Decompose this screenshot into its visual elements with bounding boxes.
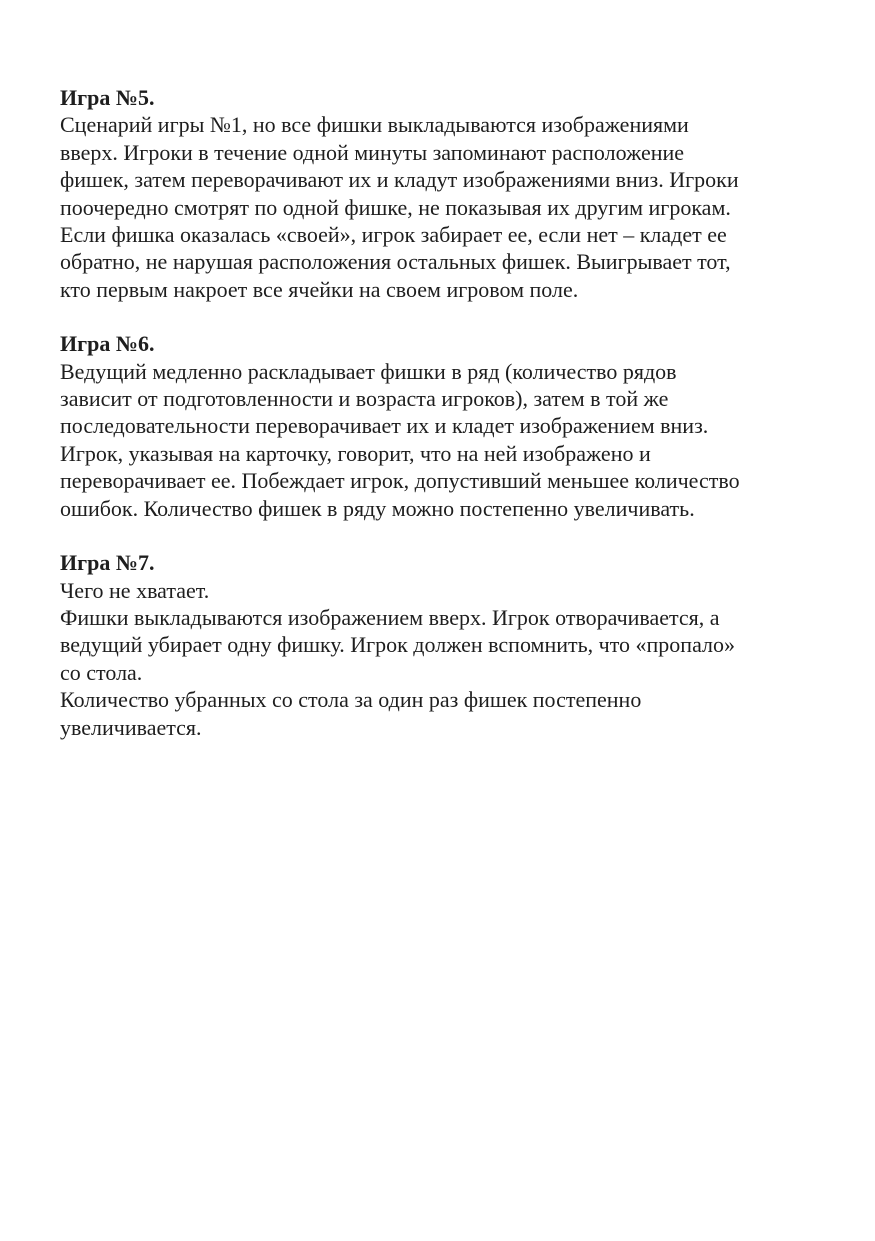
game-5-line: кто первым накроет все ячейки на своем игровом поле. bbox=[60, 276, 579, 302]
game-5-line: вверх. Игроки в течение одной минуты запоминают расположение bbox=[60, 139, 685, 165]
game-7-line: Количество убранных со стола за один раз фишек постепенно bbox=[60, 687, 642, 713]
game-7-line: Фишки выкладываются изображением вверх. Игрок отворачивается, а bbox=[60, 604, 720, 630]
game-5-line: обратно, не нарушая расположения остальных фишек. Выигрывает тот, bbox=[60, 249, 731, 275]
game-6-line: Игрок, указывая на карточку, говорит, что на ней изображено и bbox=[60, 440, 651, 466]
game-7-line: ведущий убирает одну фишку. Игрок должен вспомнить, что «пропало» bbox=[60, 632, 736, 658]
game-5-line: фишек, затем переворачивают их и кладут изображениями вниз. Игроки bbox=[60, 167, 739, 193]
game-5-line: поочередно смотрят по одной фишке, не показывая их другим игрокам. bbox=[60, 194, 731, 220]
game-6-line: переворачивает ее. Побеждает игрок, допустивший меньшее количество bbox=[60, 468, 740, 494]
game-6-line: Ведущий медленно раскладывает фишки в ряд (количество рядов bbox=[60, 358, 677, 384]
game-5-line: Сценарий игры №1, но все фишки выкладываются изображениями bbox=[60, 112, 689, 138]
game-7-section bbox=[60, 549, 830, 741]
game-5-line: Если фишка оказалась «своей», игрок забирает ее, если нет – кладет ее bbox=[60, 222, 727, 248]
game-6-section bbox=[60, 330, 830, 522]
game-7-line: со стола. bbox=[60, 659, 143, 685]
game-5-section bbox=[60, 84, 830, 303]
document-page bbox=[60, 84, 830, 741]
game-5-title: Игра №5. bbox=[60, 85, 155, 110]
game-7-line: увеличивается. bbox=[60, 714, 202, 740]
game-6-line: зависит от подготовленности и возраста игроков), затем в той же bbox=[60, 386, 669, 412]
game-6-line: последовательности переворачивает их и кладет изображением вниз. bbox=[60, 413, 709, 439]
game-7-subtitle: Чего не хватает. bbox=[60, 577, 210, 603]
game-6-title: Игра №6. bbox=[60, 331, 155, 357]
game-7-title: Игра №7. bbox=[60, 550, 155, 576]
game-6-line: ошибок. Количество фишек в ряду можно постепенно увеличивать. bbox=[60, 495, 695, 521]
